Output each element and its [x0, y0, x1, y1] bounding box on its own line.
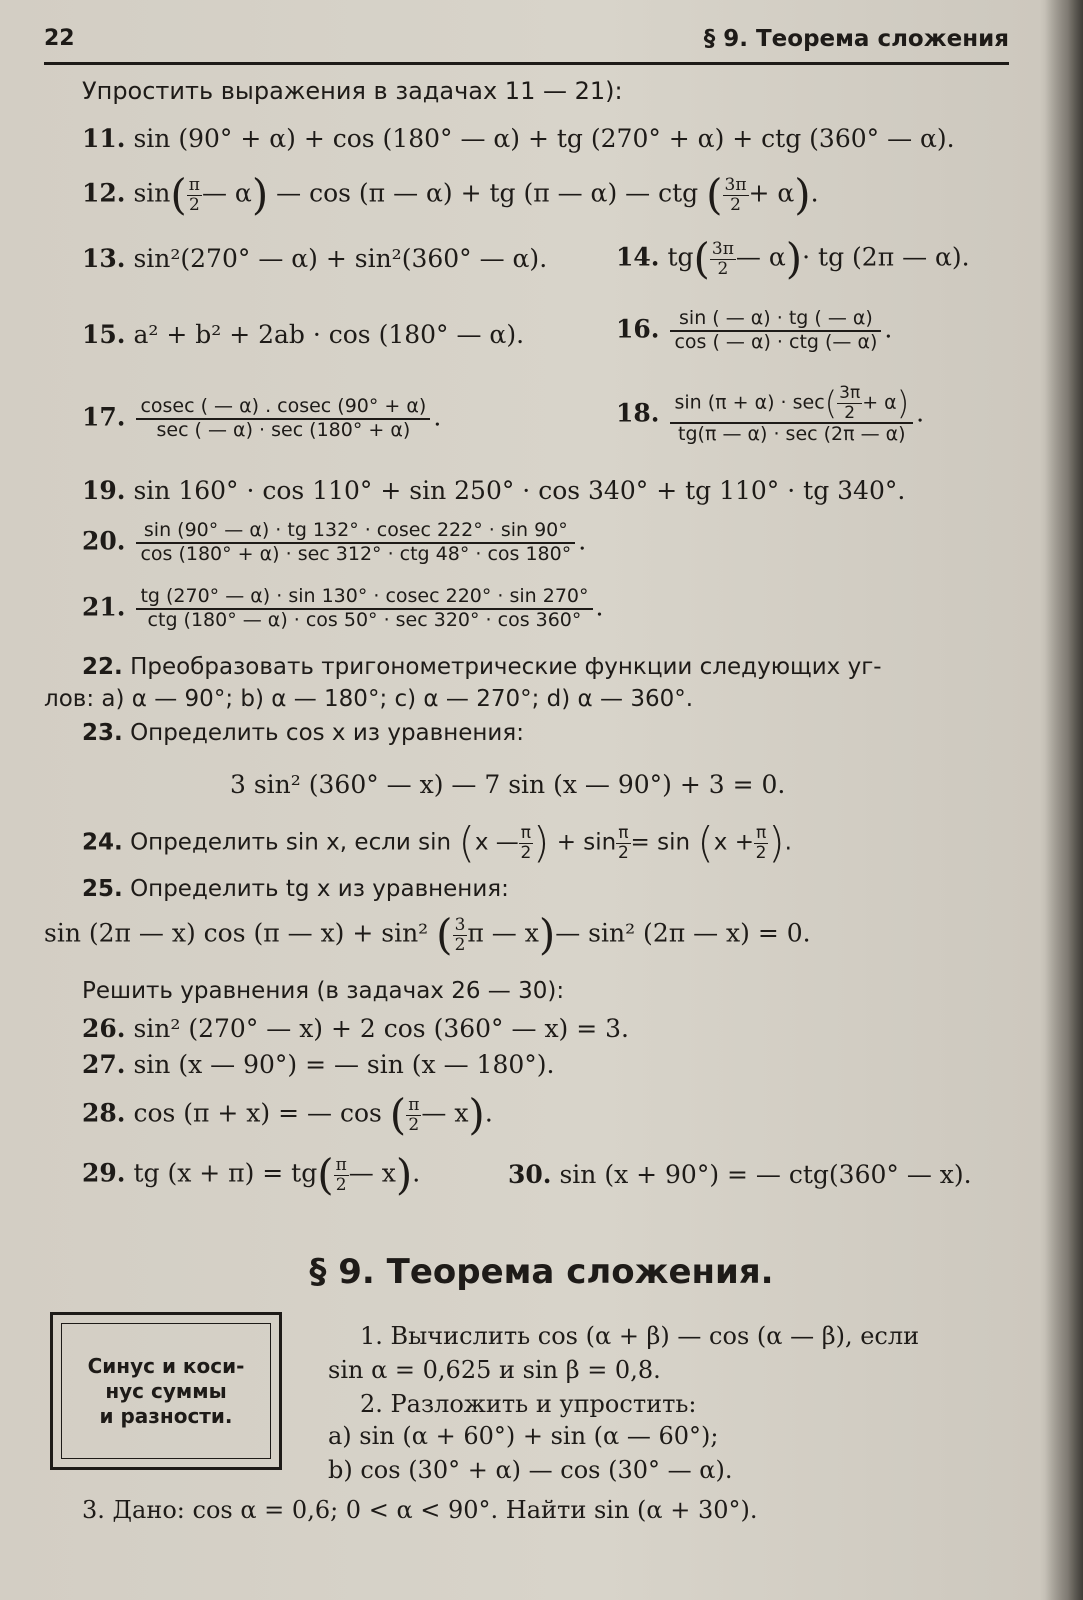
fraction-numerator: 3π — [839, 383, 861, 403]
fraction-numerator: sin (90° — α) · tg 132° · cosec 222° · sin 90° — [136, 520, 575, 544]
fraction-denominator: tg(π — α) · sec (2π — α) — [678, 423, 906, 446]
problem-20 — [82, 520, 586, 566]
fraction-numerator: tg (270° — α) · sin 130° · cosec 220° · sin 270° — [136, 586, 592, 610]
problem-number: 27. — [82, 1050, 126, 1079]
problem-29: 29. tg (x + π) = tg( $\frac{\pi}{2}$ — x). — [82, 1150, 421, 1199]
problem-text: Преобразовать тригонометрические функции следующих уг- — [130, 654, 882, 680]
expr-part: tg (x + π) = tg — [133, 1158, 318, 1188]
problem-expression: sin (x + 90°) = — ctg(360° — x). — [559, 1160, 972, 1189]
expr-part: + α — [748, 178, 795, 208]
problem-28: 28. cos (π + x) = — cos ( $\frac{\pi}{2}$ — x). — [82, 1090, 493, 1139]
expr-part: x — — [474, 829, 519, 856]
fraction — [670, 308, 881, 354]
fraction-denominator: 2 — [335, 1174, 347, 1195]
header-rule — [44, 62, 1009, 65]
fraction-numerator: π — [618, 823, 629, 844]
fraction-denominator: sec ( — α) · sec (180° + α) — [156, 418, 411, 441]
problem-number: 14. — [616, 242, 660, 272]
expr-part: sin — [133, 178, 171, 208]
sidebox — [50, 1312, 282, 1470]
problem-14: 14. tg( $\frac{3\pi}{2}$ — α)· tg (2π — α). — [616, 234, 970, 283]
fraction-numerator: π — [188, 175, 200, 196]
problem-23 — [82, 720, 524, 748]
problem-27 — [82, 1050, 554, 1080]
fraction-denominator: cos (180° + α) · sec 312° · ctg 48° · cos 180° — [140, 542, 572, 565]
problem-21 — [82, 586, 603, 632]
fraction — [136, 586, 592, 632]
fraction-numerator: cosec ( — α) . cosec (90° + α) — [136, 396, 430, 420]
fraction — [136, 396, 430, 442]
section-problem-1-line2: sin α = 0,625 и sin β = 0,8. — [328, 1356, 661, 1384]
section-problem-2b: b) cos (30° + α) — cos (30° — α). — [328, 1456, 733, 1484]
problem-22 — [82, 654, 882, 682]
intro-11-21: Упростить выражения в задачах 11 — 21): — [82, 77, 623, 105]
fraction-denominator: 2 — [454, 934, 466, 955]
fraction-denominator: 2 — [844, 402, 856, 423]
problem-30 — [508, 1160, 972, 1190]
problem-12: 12. sin( $\frac{\pi}{2}$ — α) — cos (π — α) + tg (π — α) — ctg ( $\frac{3\pi}{2}$ + α). — [82, 170, 819, 219]
problem-number: 12. — [82, 178, 126, 208]
expr-part: . — [595, 592, 604, 622]
problem-text: Определить tg x из уравнения: — [130, 876, 509, 902]
expr-part: . — [433, 402, 442, 432]
problem-number: 16. — [616, 314, 660, 344]
problem-expression: sin (x — 90°) = — sin (x — 180°). — [133, 1050, 555, 1079]
expr-part: — x — [348, 1158, 396, 1188]
fraction — [710, 240, 736, 278]
expr-part: . — [784, 829, 792, 856]
expr-part: · tg (2π — α). — [802, 242, 970, 272]
expr-part: . — [578, 526, 587, 556]
fraction-numerator: π — [408, 1095, 420, 1116]
problem-25-equation: sin (2π — x) cos (π — x) + sin² ( $\frac{3}{2}$ π — x)— sin² (2π — x) = 0. — [44, 910, 811, 959]
expr-part: x + — [713, 829, 754, 856]
page-number: 22 — [44, 26, 75, 51]
problem-number: 22. — [82, 654, 123, 680]
expr-part: . — [884, 314, 893, 344]
problem-17 — [82, 396, 441, 442]
expr-part: — α — [735, 242, 786, 272]
problem-number: 19. — [82, 476, 126, 505]
sidebox-text: Синус и коси- нус суммы и разности. — [61, 1323, 271, 1459]
fraction-denominator: 2 — [408, 1114, 420, 1135]
problem-text: Определить cos x из уравнения: — [130, 720, 524, 746]
fraction-denominator: 2 — [188, 194, 200, 215]
problem-number: 25. — [82, 876, 123, 902]
page-edge-shadow — [1045, 0, 1083, 1600]
expr-part: . — [484, 1098, 493, 1128]
problem-number: 15. — [82, 320, 126, 349]
problem-number: 20. — [82, 526, 126, 556]
expr-part: Определить sin x, если sin — [130, 829, 452, 856]
fraction-denominator: 2 — [717, 258, 729, 279]
fraction-denominator: 2 — [617, 842, 629, 863]
problem-expression: a² + b² + 2ab · cos (180° — α). — [133, 320, 525, 349]
problem-number: 28. — [82, 1098, 126, 1128]
problem-number: 26. — [82, 1014, 126, 1043]
expr-part: sin (π + α) · sec — [674, 391, 825, 414]
problem-expression: sin²(270° — α) + sin²(360° — α). — [133, 244, 548, 273]
expr-part: — x — [421, 1098, 469, 1128]
problem-16 — [616, 308, 892, 354]
fraction-denominator: 2 — [730, 194, 741, 215]
expr-part: . — [916, 398, 925, 428]
expr-part: = sin — [630, 829, 691, 856]
fraction — [136, 520, 575, 566]
problem-19 — [82, 476, 905, 506]
expr-part: + α — [862, 391, 897, 414]
section-problem-3: 3. Дано: cos α = 0,6; 0 < α < 90°. Найти sin (α + 30°). — [82, 1496, 758, 1524]
problem-13 — [82, 244, 547, 274]
fraction-numerator: sin ( — α) · tg ( — α) — [670, 308, 881, 332]
problem-26 — [82, 1014, 629, 1044]
fraction-numerator: sin (π + α) · sec( $\frac{3\pi}{2}$ + α) — [670, 384, 913, 424]
problem-number: 29. — [82, 1158, 126, 1188]
section-problem-2: 2. Разложить и упростить: — [360, 1390, 697, 1418]
problem-number: 21. — [82, 592, 126, 622]
expr-part: — sin² (2π — x) = 0. — [555, 918, 811, 948]
problem-25 — [82, 876, 509, 904]
problem-24: 24. Определить sin x, если sin (x — $\frac{\pi}{2}$ ) + sin $\frac{\pi}{2}$ = sin (x + $\frac{\pi}{2}$ ). — [82, 818, 792, 867]
problem-number: 18. — [616, 398, 660, 428]
problem-number: 11. — [82, 124, 126, 153]
fraction-numerator: π — [755, 823, 767, 844]
expr-part: cos (π + x) = — cos — [133, 1098, 382, 1128]
problem-number: 23. — [82, 720, 123, 746]
fraction-denominator: ctg (180° — α) · cos 50° · sec 320° · cos 360° — [147, 608, 582, 631]
fraction-numerator: π — [520, 823, 532, 844]
fraction-numerator: π — [335, 1155, 347, 1176]
problem-number: 24. — [82, 829, 123, 856]
intro-26-30: Решить уравнения (в задачах 26 — 30): — [82, 978, 565, 1004]
section-problem-2a: a) sin (α + 60°) + sin (α — 60°); — [328, 1422, 719, 1450]
problem-15 — [82, 320, 524, 350]
fraction — [187, 176, 202, 214]
fraction-denominator: 2 — [520, 842, 532, 863]
expr-part: + sin — [556, 829, 617, 856]
problem-expression: sin (90° + α) + cos (180° — α) + tg (270° + α) + ctg (360° — α). — [133, 124, 955, 153]
fraction-denominator: 2 — [755, 842, 767, 863]
section-heading: § 9. Теорема сложения. — [309, 1252, 774, 1292]
fraction-numerator: 3 — [454, 915, 466, 936]
problem-expression: sin² (270° — x) + 2 cos (360° — x) = 3. — [133, 1014, 629, 1043]
problem-18 — [616, 384, 924, 446]
fraction — [670, 384, 913, 446]
problem-22-line2: лов: а) α — 90°; b) α — 180°; с) α — 270°; d) α — 360°. — [44, 686, 694, 712]
expr-part: — cos (π — α) + tg (π — α) — ctg — [276, 178, 699, 208]
fraction — [723, 176, 749, 214]
problem-23-equation: 3 sin² (360° — x) — 7 sin (x — 90°) + 3 = 0. — [230, 770, 786, 799]
expr-part: . — [810, 178, 819, 208]
fraction-numerator: 3π — [711, 239, 734, 260]
problem-number: 30. — [508, 1160, 552, 1189]
expr-part: tg — [667, 242, 694, 272]
fraction-numerator: 3π — [724, 175, 747, 196]
problem-number: 13. — [82, 244, 126, 273]
running-title: § 9. Теорема сложения — [703, 26, 1009, 52]
problem-expression: sin 160° · cos 110° + sin 250° · cos 340° + tg 110° · tg 340°. — [133, 476, 906, 505]
expr-part: π — x — [467, 918, 539, 948]
fraction-denominator: cos ( — α) · ctg (— α) — [674, 330, 878, 353]
section-problem-1: 1. Вычислить cos (α + β) — cos (α — β), если — [360, 1322, 920, 1350]
expr-part: sin (2π — x) cos (π — x) + sin² — [44, 918, 429, 948]
expr-part: — α — [201, 178, 252, 208]
problem-number: 17. — [82, 402, 126, 432]
expr-part: . — [412, 1158, 421, 1188]
problem-11 — [82, 124, 955, 154]
